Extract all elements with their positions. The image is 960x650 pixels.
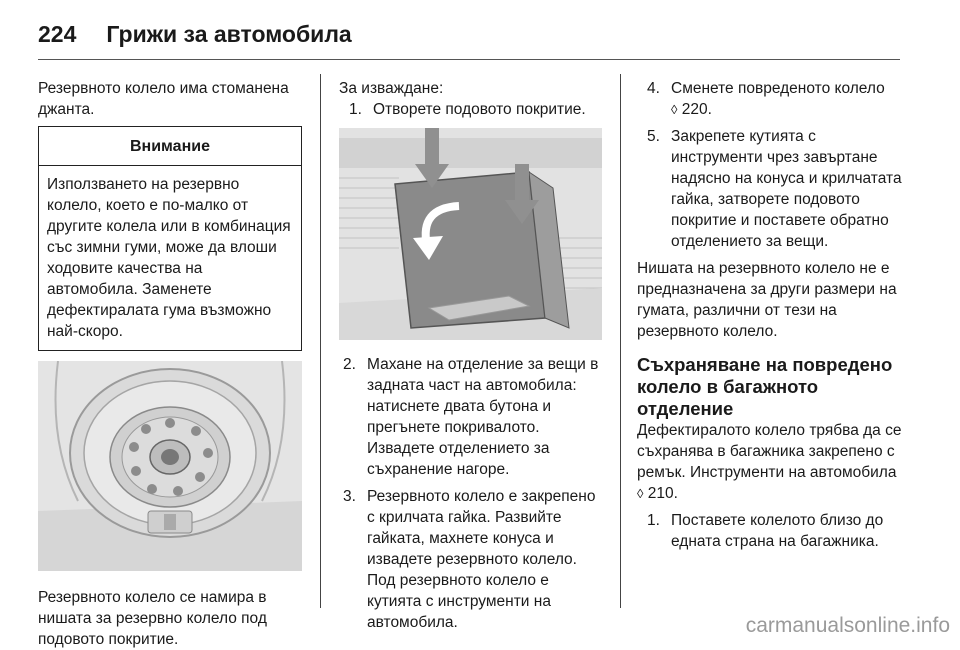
note-text: Нишата на резервното колело не е предназначена за други размери на гумата, различни от тези на резервното колело. xyxy=(637,260,897,340)
removal-steps-b xyxy=(339,354,602,570)
page-header xyxy=(38,14,352,54)
removal-steps-c xyxy=(637,78,902,252)
column-divider-2 xyxy=(620,74,621,608)
storage-text: Дефектиралото колело трябва да се съхранява в багажника закрепено с ремък. Инструменти на автомобила ◊ 210. xyxy=(637,422,902,502)
warning-title: Внимание xyxy=(39,127,301,166)
step-3-note: Под резервното колело е кутията с инструменти на автомобила. xyxy=(367,572,551,631)
page-reference-icon: ◊ xyxy=(637,486,644,501)
warning-box xyxy=(38,126,302,351)
section-heading: Съхраняване на повредено колело в багажното отделение xyxy=(637,354,893,419)
removal-heading: За изваждане: xyxy=(339,80,444,97)
page-title: Грижи за автомобила xyxy=(106,20,352,47)
list-item: 5. Закрепете кутията с инструменти чрез завъртане надясно на конуса и крилчатата гайка, затворете подовото покритие и поставете обратно отделението за вещи. xyxy=(647,128,902,250)
header-rule xyxy=(38,59,900,60)
figure-caption: Резервното колело се намира в нишата за резервно колело под подовото покритие. xyxy=(38,589,267,648)
storage-steps xyxy=(637,510,902,552)
column-1 xyxy=(38,78,302,650)
page-number: 224 xyxy=(38,20,77,47)
floor-cover-illustration xyxy=(339,128,602,340)
column-divider-1 xyxy=(320,74,321,608)
column-3 xyxy=(637,78,902,552)
list-item: 4. Сменете повреденото колело ◊ 220. xyxy=(647,80,885,118)
list-item: 2. Махане на отделение за вещи в задната част на автомобила: натиснете двата бутона и прегънете покривалото. Извадете отделението за съхранение нагоре. xyxy=(343,356,599,478)
column-2 xyxy=(339,78,602,633)
removal-steps-a xyxy=(339,99,602,120)
page-reference-link[interactable]: 220. xyxy=(681,101,712,118)
page-reference-link[interactable]: 210. xyxy=(647,485,678,502)
list-item: 1. Отворете подовото покритие. xyxy=(349,101,586,118)
page-reference-icon: ◊ xyxy=(671,102,678,117)
list-item: 3. Резервното колело е закрепено с крилчата гайка. Развийте гайката, махнете конуса и извадете резервното колело. xyxy=(343,488,596,568)
intro-text: Резервното колело има стоманена джанта. xyxy=(38,80,289,118)
warning-body: Използването на резервно колело, което е по-малко от другите колела или в комбинация със зимни гуми, може да влоши ходовите качества на автомобила. Заменете дефектиралата гума възможно най-скоро. xyxy=(47,176,291,340)
spare-wheel-illustration xyxy=(38,361,302,571)
list-item: 1. Поставете колелото близо до едната страна на багажника. xyxy=(647,512,884,550)
watermark: carmanualsonline.info xyxy=(745,614,950,637)
